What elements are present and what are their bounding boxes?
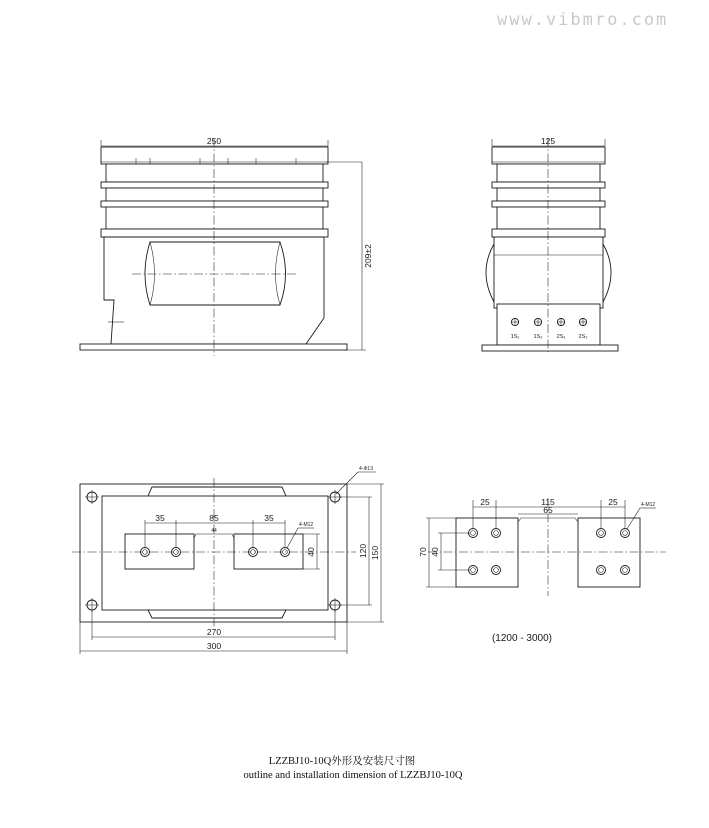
front-height-dim: 209±2: [363, 244, 373, 268]
side-body-upper: [497, 164, 600, 182]
dim-120: 120: [358, 543, 368, 559]
side-base-plate: [482, 345, 618, 351]
hole-small-label: 4-M12: [299, 522, 314, 528]
front-body-lower: [106, 207, 323, 229]
front-top-cap: [101, 147, 328, 164]
dim-40: 40: [306, 547, 316, 557]
bottom-view: [72, 466, 384, 654]
dim-44: 44: [211, 528, 217, 534]
hole-big-label: 4-Φ13: [359, 466, 373, 472]
bus-dim-25-right: 25: [608, 497, 618, 507]
front-primary-cylinder: [145, 242, 286, 305]
bus-dim-40: 40: [430, 547, 440, 557]
bus-dim-25-left: 25: [480, 497, 490, 507]
side-top-cap: [492, 147, 605, 164]
side-rib-2: [492, 201, 605, 207]
terminal-label: 1S₁: [510, 334, 520, 340]
side-body-mid: [497, 188, 600, 201]
caption-en: outline and installation dimension of LZZBJ10-10Q: [243, 770, 463, 781]
dim-85: 85: [209, 513, 219, 523]
front-body-upper: [106, 164, 323, 182]
side-body-lower: [497, 207, 600, 229]
dim-150: 150: [370, 545, 380, 561]
front-rib-2: [101, 201, 328, 207]
current-range-label: (1200 - 3000): [491, 633, 553, 644]
terminal-label: 2S₂: [578, 334, 588, 340]
dim-270: 270: [206, 627, 222, 637]
front-body-mid: [106, 188, 323, 201]
side-rib-1: [492, 182, 605, 188]
busbar-left: [456, 518, 518, 587]
primary-terminal-left: [125, 534, 194, 569]
side-bulge-right: [603, 244, 611, 302]
bus-dim-65: 65: [543, 505, 553, 515]
watermark-text: www.vibmro.com: [497, 10, 669, 30]
front-rib-3: [101, 229, 328, 237]
front-base-plate: [80, 344, 347, 350]
terminal-label: 1S₂: [533, 334, 543, 340]
side-lower-body: [494, 237, 603, 308]
side-rib-3: [492, 229, 605, 237]
bus-dim-70: 70: [418, 547, 428, 557]
front-view: [80, 136, 373, 356]
dim-35-left: 35: [155, 513, 165, 523]
primary-terminal-right: [234, 534, 303, 569]
busbar-view: [418, 497, 666, 644]
side-width-dim: 125: [540, 136, 556, 146]
caption-cn: LZZBJ10-10Q外形及安装尺寸图: [268, 756, 416, 767]
bus-hole-label: 4-M12: [641, 502, 656, 508]
dim-300: 300: [206, 641, 222, 651]
side-view: [482, 136, 618, 352]
bus-dim-115: 115: [541, 497, 555, 507]
front-rib-1: [101, 182, 328, 188]
dim-35-right: 35: [264, 513, 274, 523]
front-width-dim: 250: [206, 136, 222, 146]
busbar-right: [578, 518, 640, 587]
terminal-label: 2S₁: [556, 334, 566, 340]
side-bulge-left: [486, 244, 494, 302]
